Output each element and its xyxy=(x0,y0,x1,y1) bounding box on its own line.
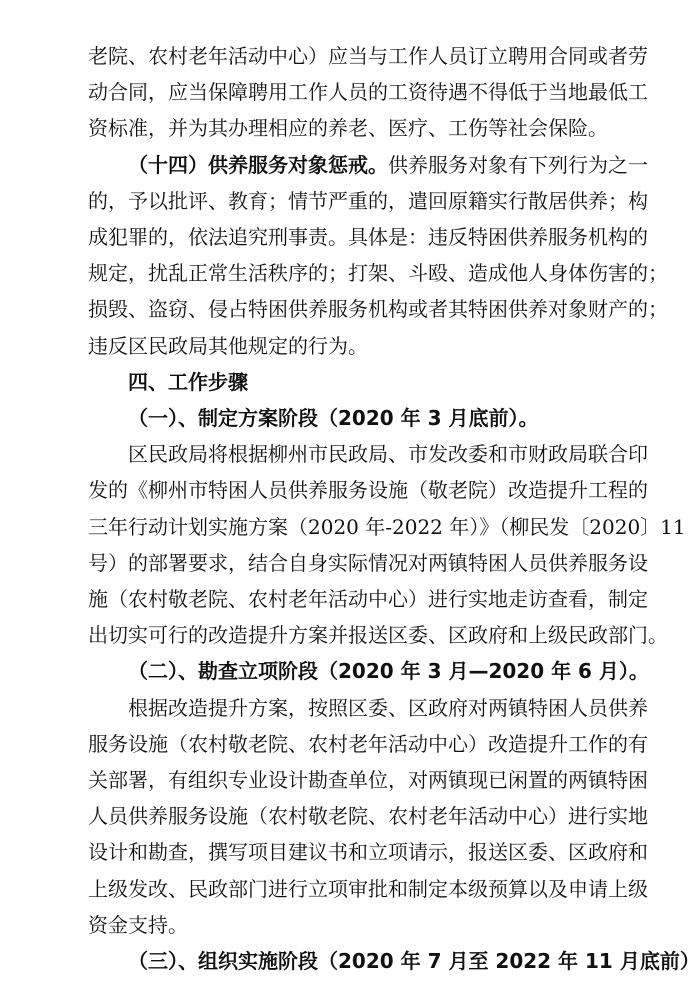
paragraph-text: 资金支持。 xyxy=(88,912,188,937)
paragraph-line: 损毁、盗窃、侵占特困供养服务机构或者其特困供养对象财产的； xyxy=(88,297,668,322)
paragraph-line: 人员供养服务设施（农村敬老院、农村老年活动中心）进行实地 xyxy=(88,804,648,829)
section-14-text: 供养服务对象有下列行为之一 xyxy=(388,152,648,177)
paragraph-line: 违反区民政局其他规定的行为。 xyxy=(88,333,368,358)
paragraph-line: 资标准，并为其办理相应的养老、医疗、工伤等社会保险。 xyxy=(88,116,608,141)
paragraph-line: 的，予以批评、教育；情节严重的，遣回原籍实行散居供养；构 xyxy=(88,188,648,213)
subsection-heading-3 xyxy=(128,945,700,977)
paragraph-line: 区民政局将根据柳州市民政局、市发改委和市财政局联合印 xyxy=(128,442,648,467)
paragraph-line: 成犯罪的，依法追究刑事责。具体是：违反特困供养服务机构的 xyxy=(88,225,648,249)
paragraph-line: 出切实可行的改造提升方案并报送区委、区政府和上级民政部门。 xyxy=(88,623,668,648)
paragraph-line: 发的《柳州市特困人员供养服务设施（敬老院）改造提升工程的 xyxy=(88,478,648,503)
section-14-line xyxy=(128,149,700,181)
subsection-heading-3-text: （三）、组织实施阶段（2020 年 7 月至 2022 年 11 月底前） xyxy=(128,949,700,973)
subsection-heading-2: （二）、勘查立项阶段（2020 年 3 月—2020 年 6 月）。 xyxy=(128,659,649,684)
paragraph-line: 施（农村敬老院、农村老年活动中心）进行实地走访查看，制定 xyxy=(88,587,648,611)
paragraph-line: 服务设施（农村敬老院、农村老年活动中心）改造提升工作的有 xyxy=(88,731,648,756)
paragraph-line: 三年行动计划实施方案（2020 年-2022 年）》（柳民发〔2020〕11 xyxy=(88,514,686,539)
paragraph-line: 上级发改、民政部门进行立项审批和制定本级预算以及申请上级 xyxy=(88,876,648,901)
subsection-heading-1: （一）、制定方案阶段（2020 年 3 月底前）。 xyxy=(128,406,539,430)
paragraph-line: 关部署，有组织专业设计勘查单位，对两镇现已闲置的两镇特困 xyxy=(88,768,648,792)
section-heading-4: 四、工作步骤 xyxy=(128,369,248,394)
paragraph-line: 号）的部署要求，结合自身实际情况对两镇特困人员供养服务设 xyxy=(88,550,648,575)
section-14-heading: （十四）供养服务对象惩戒。 xyxy=(128,152,388,177)
paragraph-line: 老院、农村老年活动中心）应当与工作人员订立聘用合同或者劳 xyxy=(88,44,648,68)
paragraph-line xyxy=(88,909,700,941)
paragraph-line: 设计和勘查，撰写项目建议书和立项请示，报送区委、区政府和 xyxy=(88,840,648,865)
paragraph-line: 根据改造提升方案，按照区委、区政府对两镇特困人员供养 xyxy=(128,695,648,720)
paragraph-line: 动合同，应当保障聘用工作人员的工资待遇不得低于当地最低工 xyxy=(88,80,648,105)
paragraph-line: 规定，扰乱正常生活秩序的；打架、斗殴、造成他人身体伤害的； xyxy=(88,261,668,286)
